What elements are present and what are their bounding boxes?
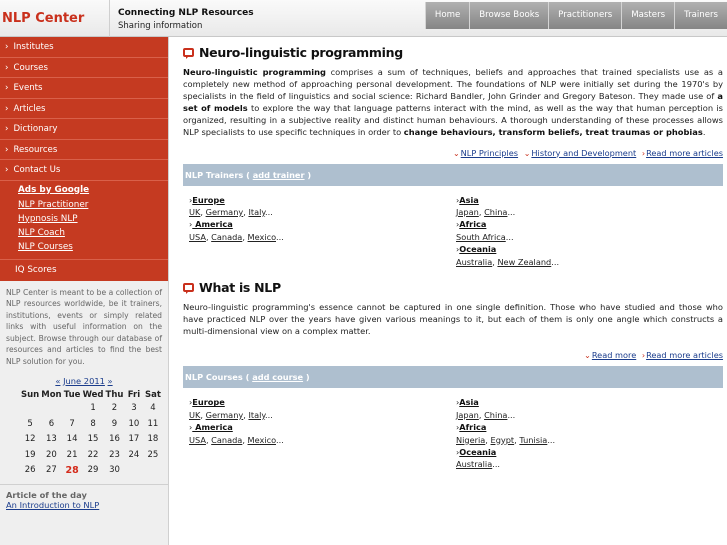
- intro-paragraph: [183, 66, 723, 139]
- region-name-link[interactable]: America: [192, 219, 233, 230]
- region-heading: [456, 396, 723, 408]
- chevron-right-icon: ›: [456, 244, 460, 255]
- calendar-day-header: Sun: [21, 389, 40, 400]
- sidebar-item-resources[interactable]: [0, 140, 168, 161]
- tagline-subtitle: Sharing information: [118, 21, 203, 31]
- calendar-week: [20, 432, 162, 448]
- separator: ...: [265, 206, 273, 217]
- nav-masters[interactable]: Masters: [621, 2, 674, 29]
- calendar-day[interactable]: 17: [128, 434, 140, 445]
- region-block: [189, 421, 456, 446]
- calendar-day[interactable]: 8: [90, 418, 96, 429]
- calendar-next-link[interactable]: »: [107, 375, 113, 386]
- separator: ...: [492, 459, 501, 470]
- link-history-development[interactable]: History and Development: [531, 147, 637, 158]
- calendar-day-header: Wed: [82, 389, 104, 400]
- calendar-week: [20, 401, 162, 417]
- region-countries: [189, 231, 456, 243]
- calendar-header: [20, 376, 148, 386]
- calendar-day: [40, 401, 62, 417]
- tagline-title: Connecting NLP Resources: [118, 8, 254, 18]
- country-link[interactable]: Italy: [248, 409, 266, 420]
- bar-close: ): [307, 169, 312, 180]
- regions-column-right: [456, 194, 723, 268]
- calendar-day[interactable]: 3: [131, 403, 137, 414]
- chevron-right-icon: ›: [456, 422, 460, 433]
- sidebar-item-label: Resources: [13, 144, 58, 155]
- calendar-day: [20, 401, 40, 417]
- nav-browse-books[interactable]: Browse Books: [469, 2, 548, 29]
- country-link[interactable]: UK: [189, 409, 201, 420]
- region-block: [189, 194, 456, 219]
- section-heading: [183, 45, 723, 60]
- calendar-day-header: Mon: [41, 389, 62, 400]
- ad-link-hypnosis-nlp[interactable]: Hypnosis NLP: [18, 213, 78, 224]
- chevron-right-icon: ›: [456, 194, 460, 205]
- chevron-right-icon: ›: [456, 397, 460, 408]
- calendar-day: [124, 463, 143, 479]
- chevron-right-icon: ›: [5, 144, 9, 155]
- country-link[interactable]: UK: [189, 206, 201, 217]
- chevron-right-icon: ›: [189, 219, 193, 230]
- section-links: [183, 148, 723, 158]
- paragraph-text: to explore the way that language patterns interact with the mind, as well as the way that human perception is organized, resulting in a subjective reality and distinct human behaviours. A thorough understanding of these processes allows NLP specialists to use specific techniques in order to: [183, 103, 723, 138]
- region-heading: [189, 218, 456, 230]
- calendar-day[interactable]: 25: [147, 449, 159, 460]
- section-heading: [183, 280, 723, 295]
- chevron-down-icon: ⌄: [523, 148, 531, 158]
- country-link[interactable]: Japan: [456, 206, 479, 217]
- chevron-right-icon: ›: [641, 148, 646, 158]
- sidebar-item-label: Institutes: [13, 42, 54, 52]
- courses-regions: [183, 388, 723, 470]
- regions-column-left: [189, 396, 456, 470]
- calendar-day[interactable]: 14: [66, 434, 78, 445]
- chevron-right-icon: ›: [5, 83, 9, 93]
- region-block: [456, 194, 723, 219]
- region-countries: [456, 206, 723, 218]
- region-name-link[interactable]: America: [192, 422, 233, 433]
- trainers-bar: [183, 164, 723, 186]
- separator: ,: [243, 206, 249, 217]
- region-block: [456, 446, 723, 471]
- ad-link-nlp-courses[interactable]: NLP Courses: [18, 241, 73, 252]
- regions-column-right: [456, 396, 723, 470]
- header: [0, 0, 727, 37]
- region-name-link[interactable]: Asia: [459, 397, 479, 408]
- region-name-link[interactable]: Europe: [192, 194, 225, 205]
- calendar-day[interactable]: 23: [109, 449, 120, 460]
- chevron-right-icon: ›: [5, 42, 9, 52]
- calendar-day[interactable]: 11: [147, 418, 159, 429]
- country-link[interactable]: Tunisia: [519, 434, 548, 445]
- region-heading: [456, 218, 723, 230]
- calendar-day-header: Thu: [105, 389, 124, 400]
- separator: ,: [478, 206, 485, 217]
- chevron-right-icon: ›: [189, 422, 193, 433]
- country-link[interactable]: South Africa: [456, 231, 506, 242]
- sidebar-item-label: Events: [13, 83, 43, 93]
- calendar-day[interactable]: 30: [109, 465, 120, 476]
- region-name-link[interactable]: Europe: [192, 397, 225, 408]
- bold-text: a set of models: [183, 91, 723, 114]
- separator: ,: [492, 256, 498, 267]
- calendar-grid: [20, 389, 162, 479]
- calendar: [0, 376, 168, 479]
- region-heading: [456, 194, 723, 206]
- chevron-down-icon: ⌄: [452, 148, 460, 158]
- country-link[interactable]: Mexico: [247, 434, 276, 445]
- calendar-day[interactable]: 26: [24, 465, 36, 476]
- sidebar-item-events[interactable]: [0, 78, 168, 99]
- separator: ,: [200, 409, 206, 420]
- main-content: [183, 37, 723, 471]
- region-block: [456, 421, 723, 446]
- article-of-the-day: [0, 484, 168, 511]
- link-read-more[interactable]: Read more: [591, 350, 637, 361]
- calendar-day[interactable]: 24: [128, 449, 140, 460]
- ad-link-nlp-coach[interactable]: NLP Coach: [18, 227, 65, 238]
- what-is-nlp-paragraph: Neuro-linguistic programming's essence cannot be captured in one single definition. Those who have studied and those who have practiced NLP over the years have given various meanings to it, but each of them is only one angle which constructs a multi-dimensional view on a complex matter.: [183, 302, 723, 337]
- separator: ,: [242, 231, 248, 242]
- region-countries: [456, 458, 723, 470]
- nav-trainers[interactable]: Trainers: [674, 2, 727, 29]
- country-link[interactable]: USA: [189, 434, 206, 445]
- country-link[interactable]: China: [484, 206, 508, 217]
- paragraph-text: comprises a sum of techniques, beliefs and approaches that trained specialists use as a completely new method of approaching personal development. The foundations of NLP were initially set during the 1970's by specialists in the field of linguistics and social science: Richard Bandler, John Grinder and Gregory Bateson. They made use of: [183, 67, 723, 102]
- separator: ,: [243, 409, 249, 420]
- calendar-day[interactable]: 22: [87, 449, 99, 460]
- regions-column-left: [189, 194, 456, 268]
- calendar-day[interactable]: 9: [111, 418, 118, 429]
- courses-bar: [183, 366, 723, 388]
- calendar-day-header: Fri: [127, 389, 141, 400]
- nav-practitioners[interactable]: Practitioners: [548, 2, 621, 29]
- region-name-link[interactable]: Asia: [459, 194, 479, 205]
- sidebar-item-articles[interactable]: [0, 99, 168, 120]
- country-link[interactable]: Egypt: [490, 434, 515, 445]
- about-text: NLP Center is meant to be a collection of NLP resources worldwide, be it trainers, institutions, events or simply related links with useful information on the subject. Browse through our database of resources and articles to find the best NLP solution for you.: [6, 287, 162, 366]
- country-link[interactable]: Japan: [456, 409, 479, 420]
- link-nlp-principles[interactable]: NLP Principles: [460, 147, 519, 158]
- ads-title[interactable]: Ads by Google: [18, 184, 90, 195]
- article-of-day-label: Article of the day: [6, 490, 87, 500]
- chevron-right-icon: ›: [5, 62, 9, 73]
- speech-bubble-icon: [183, 48, 194, 57]
- calendar-day[interactable]: 15: [87, 434, 99, 445]
- separator: ,: [242, 434, 248, 445]
- region-countries: [189, 409, 456, 421]
- top-navigation: [425, 2, 727, 29]
- bold-text: change behaviours, transform beliefs, treat traumas or phobias: [403, 127, 703, 138]
- separator: ,: [485, 434, 491, 445]
- country-link[interactable]: Nigeria: [456, 434, 486, 445]
- country-link[interactable]: Australia: [456, 256, 493, 267]
- calendar-week: [20, 463, 162, 479]
- separator: ...: [276, 434, 284, 445]
- separator: ...: [551, 256, 560, 267]
- article-of-day-link[interactable]: An Introduction to NLP: [6, 500, 100, 510]
- separator: ,: [200, 206, 206, 217]
- sidebar-item-label: Articles: [13, 103, 46, 114]
- country-link[interactable]: USA: [189, 231, 206, 242]
- sidebar-item-dictionary[interactable]: [0, 119, 168, 140]
- calendar-week: [20, 416, 162, 432]
- chevron-down-icon: ⌄: [584, 351, 591, 361]
- region-block: [456, 218, 723, 243]
- bar-label: NLP Trainers (: [185, 169, 250, 180]
- calendar-day[interactable]: 28: [65, 464, 79, 476]
- region-countries: [189, 434, 456, 446]
- calendar-day[interactable]: 20: [46, 449, 57, 460]
- separator: ,: [514, 434, 520, 445]
- ad-link-nlp-practitioner[interactable]: NLP Practitioner: [18, 199, 89, 210]
- region-name-link[interactable]: Africa: [459, 422, 487, 433]
- region-name-link[interactable]: Oceania: [459, 244, 497, 255]
- nav-home[interactable]: Home: [425, 2, 469, 29]
- add-course-link[interactable]: add course: [252, 372, 304, 383]
- link-read-more-articles[interactable]: Read more articles: [646, 147, 723, 158]
- bar-close: ): [305, 372, 310, 383]
- separator: ...: [547, 434, 556, 445]
- chevron-right-icon: ›: [5, 124, 9, 134]
- sidebar: [0, 37, 169, 545]
- sidebar-item-iq-scores[interactable]: IQ Scores: [0, 259, 168, 281]
- chevron-right-icon: ›: [189, 397, 193, 408]
- speech-bubble-icon: [183, 283, 194, 292]
- sidebar-item-label: Contact Us: [13, 165, 61, 175]
- separator: ...: [265, 409, 273, 420]
- region-block: [456, 396, 723, 421]
- country-link[interactable]: Canada: [211, 231, 243, 242]
- chevron-right-icon: ›: [456, 219, 460, 230]
- region-countries: [189, 206, 456, 218]
- calendar-day[interactable]: 7: [69, 418, 75, 429]
- calendar-day[interactable]: 16: [109, 434, 120, 445]
- region-block: [189, 396, 456, 421]
- chevron-right-icon: ›: [5, 165, 9, 175]
- region-heading: [456, 421, 723, 433]
- region-countries: [456, 231, 723, 243]
- calendar-day[interactable]: 5: [27, 418, 33, 429]
- calendar-day: [63, 401, 82, 417]
- separator: ,: [478, 409, 485, 420]
- chevron-right-icon: ›: [456, 446, 460, 457]
- calendar-day[interactable]: 21: [66, 449, 78, 460]
- region-heading: [189, 194, 456, 206]
- region-heading: [456, 243, 723, 255]
- bold-text: Neuro-linguistic programming: [183, 67, 326, 77]
- link-read-more-articles[interactable]: Read more articles: [646, 350, 723, 361]
- sidebar-item-contact-us[interactable]: [0, 160, 168, 181]
- calendar-day[interactable]: 29: [87, 465, 99, 476]
- tagline: [118, 7, 254, 33]
- calendar-day-header: Sat: [144, 389, 161, 400]
- chevron-right-icon: ›: [189, 194, 193, 205]
- separator: ,: [205, 434, 212, 445]
- separator: ...: [507, 206, 516, 217]
- separator: ,: [205, 231, 212, 242]
- country-link[interactable]: Germany: [205, 409, 244, 420]
- calendar-day[interactable]: 6: [48, 418, 55, 429]
- calendar-day[interactable]: 19: [24, 449, 36, 460]
- calendar-day[interactable]: 1: [90, 403, 96, 414]
- section-links: [183, 350, 723, 360]
- calendar-week: [20, 447, 162, 463]
- separator: ...: [507, 409, 516, 420]
- region-countries: [456, 434, 723, 446]
- region-heading: [456, 446, 723, 458]
- sidebar-item-label: Dictionary: [13, 124, 58, 134]
- section-title: Neuro-linguistic programming: [199, 45, 403, 60]
- region-name-link[interactable]: Oceania: [459, 446, 497, 457]
- region-heading: [189, 396, 456, 408]
- region-countries: [456, 409, 723, 421]
- ads-block: [0, 181, 168, 259]
- separator: ...: [276, 231, 284, 242]
- calendar-day[interactable]: 18: [147, 434, 159, 445]
- calendar-day-header: Tue: [63, 389, 81, 400]
- sidebar-item-institutes[interactable]: [0, 37, 168, 58]
- region-heading: [189, 421, 456, 433]
- region-countries: [456, 256, 723, 268]
- bar-label: NLP Courses (: [185, 372, 250, 383]
- calendar-day[interactable]: 13: [46, 434, 57, 445]
- chevron-right-icon: ›: [641, 351, 646, 361]
- calendar-prev-link[interactable]: «: [55, 375, 61, 386]
- region-block: [189, 218, 456, 243]
- calendar-day[interactable]: 12: [24, 434, 36, 445]
- country-link[interactable]: Mexico: [247, 231, 276, 242]
- calendar-day[interactable]: 4: [150, 403, 156, 414]
- country-link[interactable]: Australia: [456, 459, 493, 470]
- country-link[interactable]: China: [484, 409, 508, 420]
- region-name-link[interactable]: Africa: [459, 219, 487, 230]
- section-title: What is NLP: [199, 280, 281, 295]
- chevron-right-icon: ›: [5, 103, 9, 114]
- separator: ...: [505, 231, 514, 242]
- sidebar-item-label: Courses: [13, 62, 48, 73]
- paragraph-text: .: [702, 127, 706, 138]
- calendar-month-link[interactable]: June 2011: [63, 375, 105, 386]
- country-link[interactable]: Canada: [211, 434, 243, 445]
- calendar-day[interactable]: 2: [111, 403, 118, 414]
- calendar-day[interactable]: 27: [46, 465, 57, 476]
- sidebar-item-courses[interactable]: [0, 58, 168, 79]
- country-link[interactable]: Germany: [205, 206, 244, 217]
- region-block: [456, 243, 723, 268]
- calendar-day[interactable]: 10: [128, 418, 140, 429]
- calendar-day: [143, 463, 162, 479]
- site-logo[interactable]: NLP Center: [0, 0, 110, 37]
- trainers-regions: [183, 186, 723, 268]
- country-link[interactable]: New Zealand: [497, 256, 552, 267]
- country-link[interactable]: Italy: [248, 206, 266, 217]
- add-trainer-link[interactable]: add trainer: [252, 169, 305, 180]
